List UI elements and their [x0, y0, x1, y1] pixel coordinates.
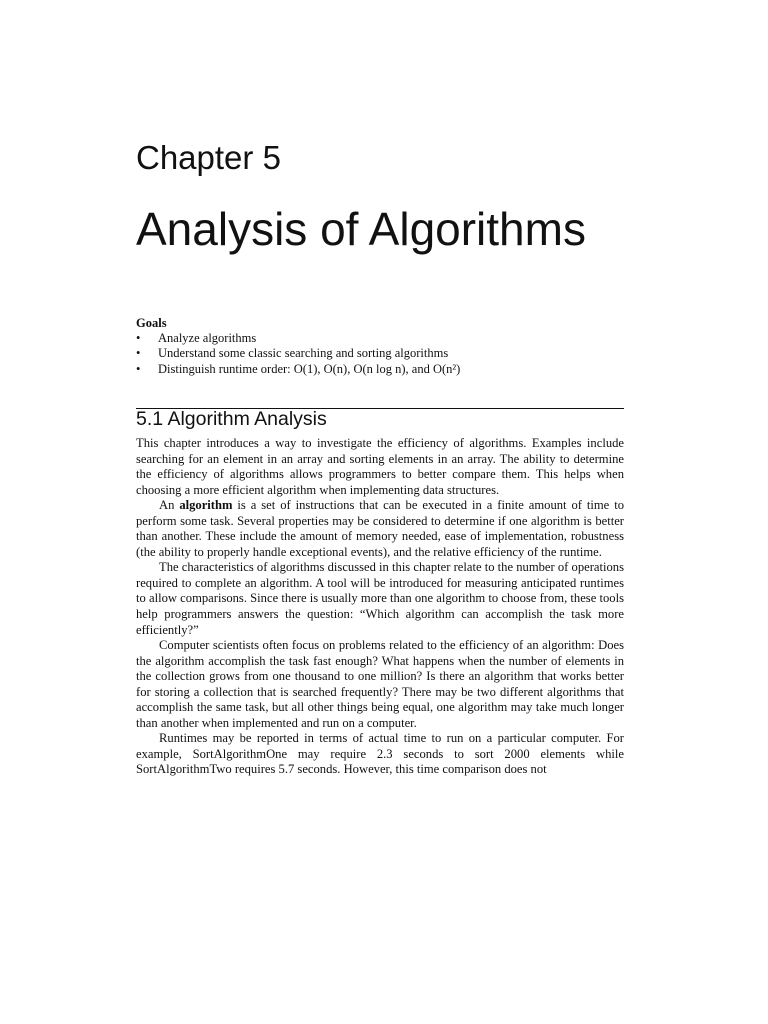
chapter-number: Chapter 5 [136, 139, 281, 176]
section-heading: 5.1 Algorithm Analysis [136, 408, 327, 430]
paragraph-lead: An [159, 498, 180, 513]
paragraph-text: is a set of instructions that can be executed in a finite amount of time to perform some task. Several properties may be considered to determine if one algorithm is better than another. These include the amount of memory needed, ease of implementation, robustness (the ability to properly handle exceptional events), and the relative efficiency of the runtime. [136, 498, 624, 559]
goals-block [136, 316, 624, 377]
paragraph: Runtimes may be reported in terms of actual time to run on a particular computer. For example, SortAlgorithmOne may require 2.3 seconds to sort 2000 elements while SortAlgorithmTwo requires 5.7 seconds. However, this time comparison does not [136, 731, 624, 777]
goals-heading: Goals [136, 316, 167, 330]
paragraph: Computer scientists often focus on problems related to the efficiency of an algorithm: Does the algorithm accomplish the task fast enough? What happens when the number of elements in the collection grows from one thousand to one million? Is there an algorithm that works better for storing a collection that is searched frequently? There may be two different algorithms that accomplish the same task, but all other things being equal, one algorithm may take much longer than another when implemented and run on a computer. [136, 638, 624, 730]
goal-item: • Understand some classic searching and sorting algorithms [136, 346, 624, 361]
paragraph: The characteristics of algorithms discussed in this chapter relate to the number of operations required to complete an algorithm. A tool will be introduced for measuring anticipated runtimes to allow comparisons. Since there is usually more than one algorithm to choose from, these tools help programmers answers the question: “Which algorithm can accomplish the task more efficiently?” [136, 560, 624, 637]
goal-item: • Distinguish runtime order: O(1), O(n), O(n log n), and O(n²) [136, 362, 624, 377]
section-body [136, 436, 624, 778]
section-divider [136, 408, 624, 409]
defined-term: algorithm [179, 498, 233, 513]
paragraph: This chapter introduces a way to investigate the efficiency of algorithms. Examples include searching for an element in an array and sorting elements in an array. The ability to determine the efficiency of algorithms allows programmers to better compare them. This helps when choosing a more efficient algorithm when implementing data structures. [136, 436, 624, 497]
goal-item: • Analyze algorithms [136, 331, 624, 346]
goals-list [136, 331, 624, 377]
paragraph [136, 498, 624, 560]
chapter-title: Analysis of Algorithms [136, 203, 586, 255]
